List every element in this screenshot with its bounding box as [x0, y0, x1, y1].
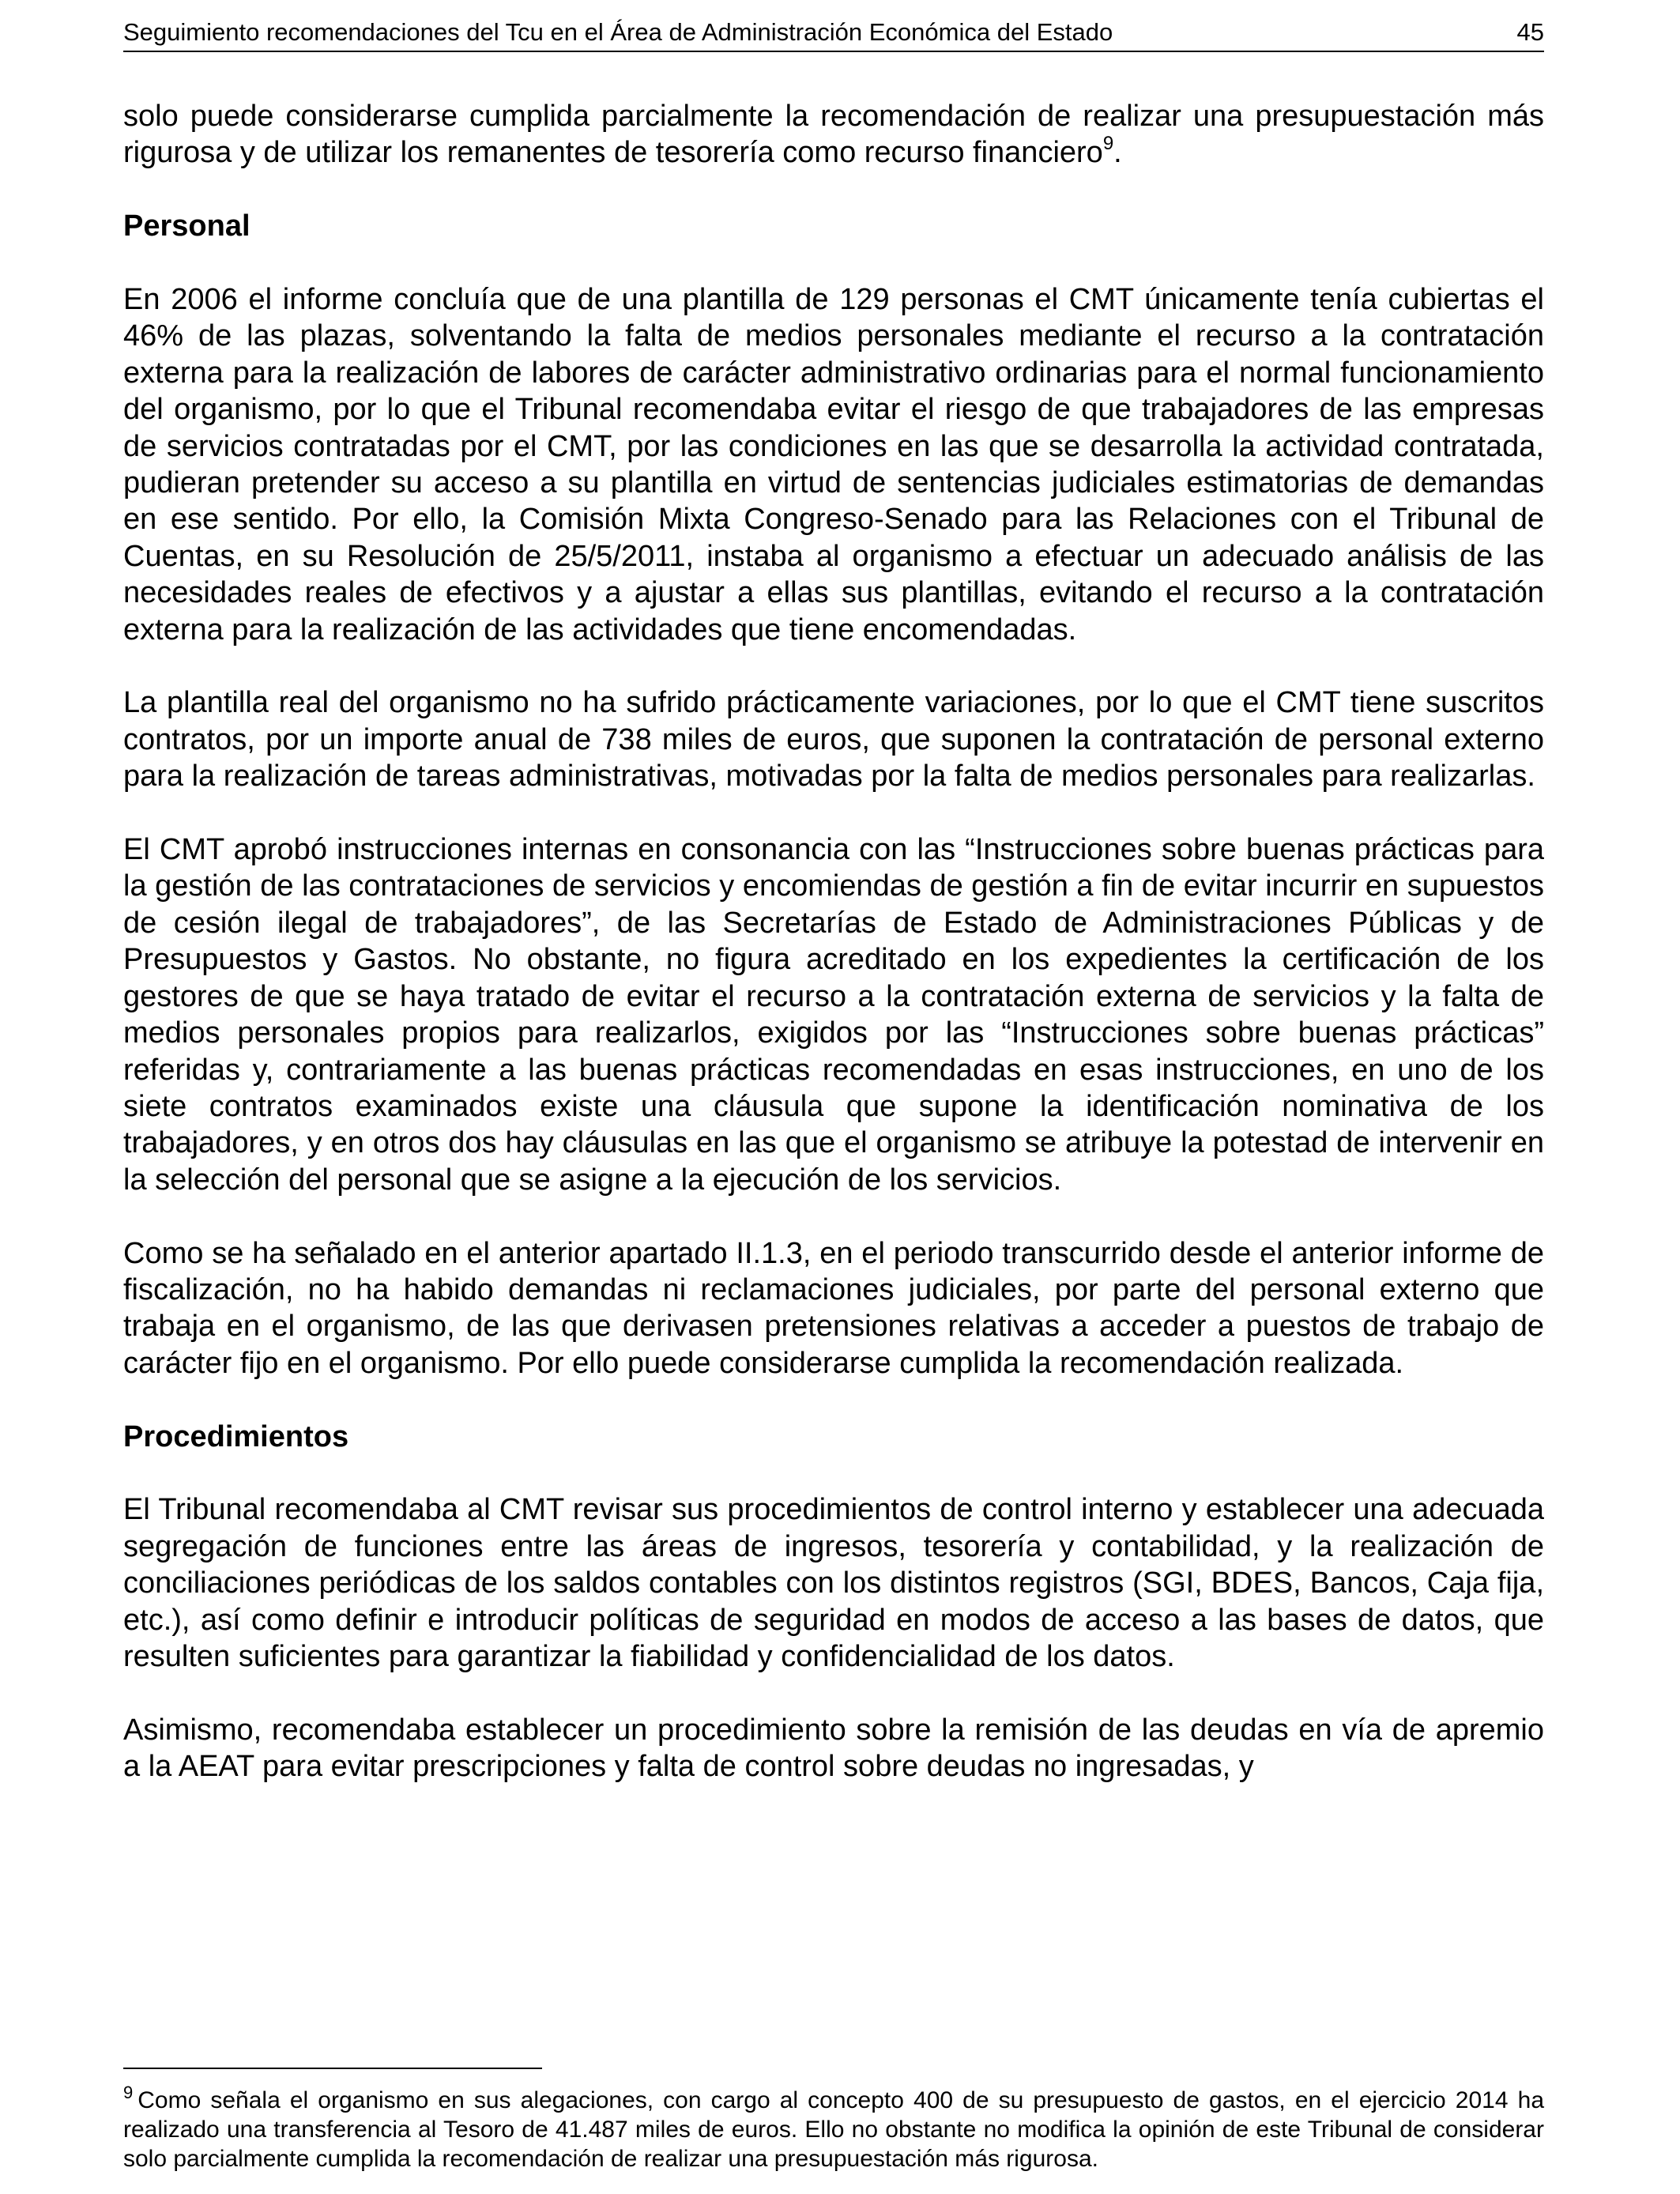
page-number: 45: [1516, 18, 1544, 46]
intro-paragraph: [123, 98, 1544, 172]
document-body: [123, 98, 1544, 1822]
footnote-separator: [123, 2068, 542, 2069]
paragraph: La plantilla real del organismo no ha sufrido prácticamente variaciones, por lo que el CMT tiene suscritos contratos, por un importe anual de 738 miles de euros, que suponen la contratación de personal externo para la realización de tareas administrativas, motivadas por la falta de medios personales para realizarlas.: [123, 686, 1544, 794]
intro-end: .: [1113, 136, 1122, 170]
intro-text: solo puede considerarse cumplida parcialmente la recomendación de realizar una presupuestación más rigurosa y de utilizar los remanentes de tesorería como recurso financiero: [123, 100, 1544, 170]
paragraph: En 2006 el informe concluía que de una plantilla de 129 personas el CMT únicamente tenía cubiertas el 46% de las plazas, solventando la falta de medios personales mediante el recurso a la contratación externa para la realización de labores de carácter administrativo ordinarias para el normal funcionamiento del organismo, por lo que el Tribunal recomendaba evitar el riesgo de que trabajadores de las empresas de servicios contratadas por el CMT, por las condiciones en las que se desarrolla la actividad contratada, pudieran pretender su acceso a su plantilla en virtud de sentencias judiciales estimatorias de demandas en ese sentido. Por ello, la Comisión Mixta Congreso-Senado para las Relaciones con el Tribunal de Cuentas, en su Resolución de 25/5/2011, instaba al organismo a efectuar un adecuado análisis de las necesidades reales de efectivos y a ajustar a ellas sus plantillas, evitando el recurso a la contratación externa para la realización de las actividades que tiene encomendadas.: [123, 283, 1544, 647]
footnote-reference[interactable]: 9: [1102, 133, 1114, 155]
header-title: Seguimiento recomendaciones del Tcu en el Área de Administración Económica del Estado: [123, 18, 1113, 46]
paragraph: Como se ha señalado en el anterior apartado II.1.3, en el periodo transcurrido desde el anterior informe de fiscalización, no ha habido demandas ni reclamaciones judiciales, por parte del personal externo que trabaja en el organismo, de las que derivasen pretensiones relativas a acceder a puestos de trabajo de carácter fijo en el organismo. Por ello puede considerarse cumplida la recomendación realizada.: [123, 1236, 1544, 1380]
paragraph: Asimismo, recomendaba establecer un procedimiento sobre la remisión de las deudas en vía de apremio a la AEAT para evitar prescripciones y falta de control sobre deudas no ingresadas, y: [123, 1713, 1544, 1784]
footnote: [123, 2083, 1544, 2173]
paragraph: El Tribunal recomendaba al CMT revisar sus procedimientos de control interno y establecer una adecuada segregación de funciones entre las áreas de ingresos, tesorería y contabilidad, y la realización de conciliaciones periódicas de los saldos contables con los distintos registros (SGI, BDES, Bancos, Caja fija, etc.), así como definir e introducir políticas de seguridad en modos de acceso a las bases de datos, que resulten suficientes para garantizar la fiabilidad y confidencialidad de los datos.: [123, 1493, 1544, 1673]
footnote-number: 9: [123, 2083, 134, 2102]
paragraph: El CMT aprobó instrucciones internas en consonancia con las “Instrucciones sobre buenas prácticas para la gestión de las contrataciones de servicios y encomiendas de gestión a fin de evitar incurrir en supuestos de cesión ilegal de trabajadores”, de las Secretarías de Estado de Administraciones Públicas y de Presupuestos y Gastos. No obstante, no figura acreditado en los expedientes la certificación de los gestores de que se haya tratado de evitar el recurso a la contratación externa de servicios y la falta de medios personales propios para realizarlos, exigidos por las “Instrucciones sobre buenas prácticas” referidas y, contrariamente a las buenas prácticas recomendadas en esas instrucciones, en uno de los siete contratos examinados existe una cláusula que supone la identificación nominativa de los trabajadores, y en otros dos hay cláusulas en las que el organismo se atribuye la potestad de intervenir en la selección del personal que se asigne a la ejecución de los servicios.: [123, 833, 1544, 1197]
section-heading-personal: Personal: [123, 209, 250, 243]
page-header: [123, 14, 1544, 52]
footnote-text: Como señala el organismo en sus alegaciones, con cargo al concepto 400 de su presupuesto de gastos, en el ejercicio 2014 ha realizado una transferencia al Tesoro de 41.487 miles de euros. Ello no obstante no modifica la opinión de este Tribunal de considerar solo parcialmente cumplida la recomendación de realizar una presupuestación más rigurosa.: [123, 2087, 1544, 2172]
section-heading-procedimientos: Procedimientos: [123, 1419, 349, 1453]
